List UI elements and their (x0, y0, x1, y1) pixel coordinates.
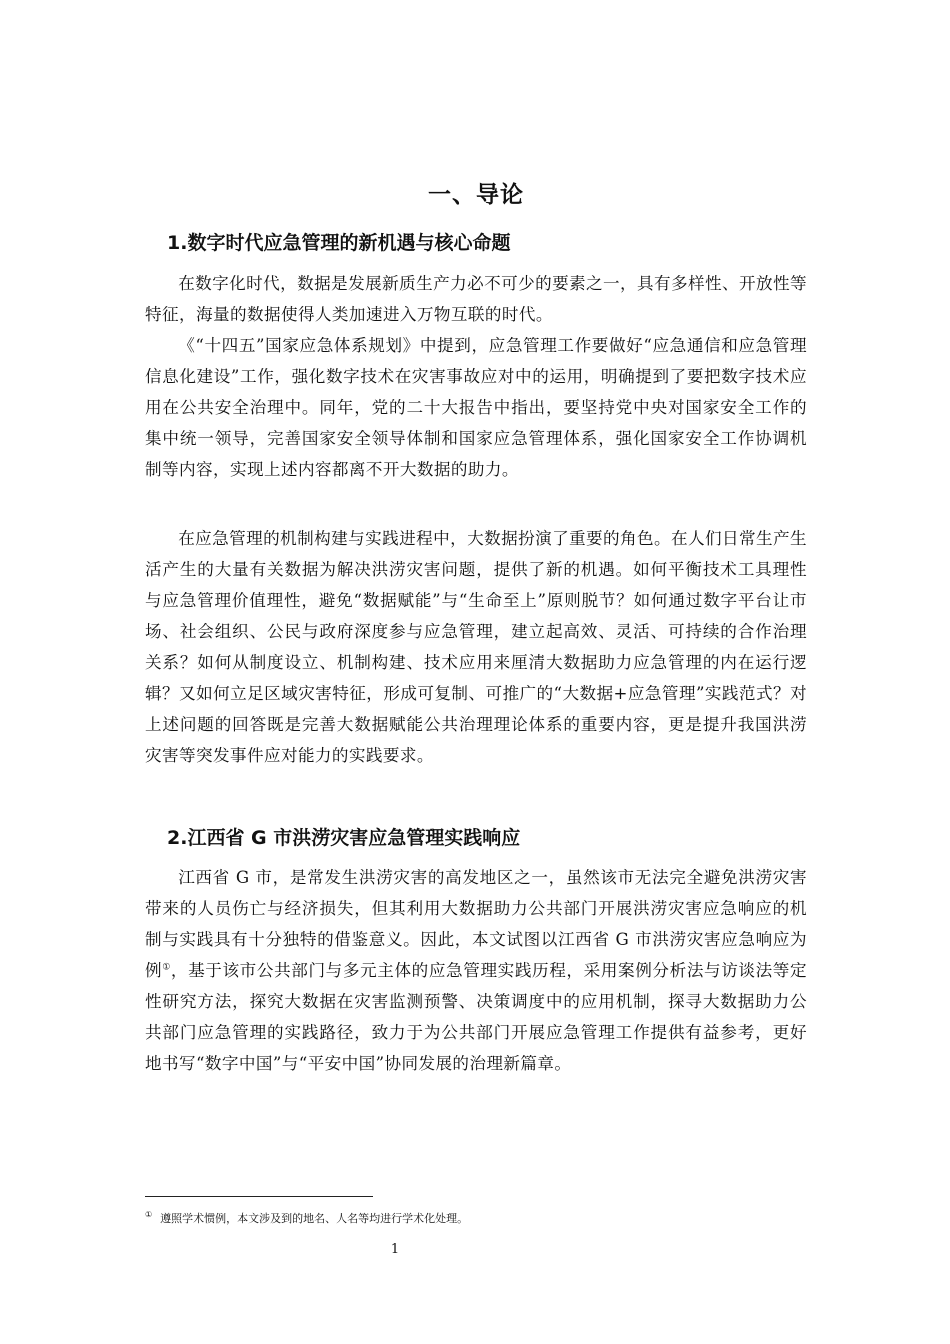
body-paragraph: 在数字化时代，数据是发展新质生产力必不可少的要素之一，具有多样性、开放性等特征，海量的数据使得人类加速进入万物互联的时代。 (145, 274, 807, 324)
body-paragraph-with-note (145, 862, 807, 1079)
chapter-title: 一、导论 (428, 182, 524, 208)
paragraph-text: ，基于该市公共部门与多元主体的应急管理实践历程，采用案例分析法与访谈法等定性研究方法，探究大数据在灾害监测预警、决策调度中的应用机制，探寻大数据助力公共部门应急管理的实践路径，致力于为公共部门开展应急管理工作提供有益参考，更好地书写“数字中国”与“平安中国”协同发展的治理新篇章。 (145, 961, 807, 1073)
body-paragraph: 在应急管理的机制构建与实践进程中，大数据扮演了重要的角色。在人们日常生产生活产生的大量有关数据为解决洪涝灾害问题，提供了新的机遇。如何平衡技术工具理性与应急管理价值理性，避免“数据赋能”与“生命至上”原则脱节？如何通过数字平台让市场、社会组织、公民与政府深度参与应急管理，建立起高效、灵活、可持续的合作治理关系？如何从制度设立、机制构建、技术应用来厘清大数据助力应急管理的内在运行逻辑？又如何立足区域灾害特征，形成可复制、可推广的“大数据+应急管理”实践范式？对上述问题的回答既是完善大数据赋能公共治理理论体系的重要内容，更是提升我国洪涝灾害等突发事件应对能力的实践要求。 (145, 529, 807, 765)
page-number: 1 (390, 1242, 400, 1257)
body-paragraph: 《“十四五”国家应急体系规划》中提到，应急管理工作要做好“应急通信和应急管理信息化建设”工作，强化数字技术在灾害事故应对中的运用，明确提到了要把数字技术应用在公共安全治理中。同年，党的二十大报告中指出，要坚持党中央对国家安全工作的集中统一领导，完善国家安全领导体制和国家应急管理体系，强化国家安全工作协调机制等内容，实现上述内容都离不开大数据的助力。 (145, 336, 807, 479)
footnote-text: 遵照学术惯例，本文涉及到的地名、人名等均进行学术化处理。 (160, 1212, 469, 1225)
document-page (145, 0, 807, 1344)
footnote (145, 1211, 468, 1227)
footnote-marker: ① (145, 1210, 153, 1220)
paragraph-text: 江西省 G 市，是常发生洪涝灾害的高发地区之一，虽然该市无法完全避免洪涝灾害带来的人员伤亡与经济损失，但其利用大数据助力公共部门开展洪涝灾害应急响应的机制与实践具有十分独特的借鉴意义。因此，本文试图以江西省 G 市洪涝灾害应急响应为例 (145, 868, 807, 980)
footnote-reference: ① (162, 962, 171, 973)
section-heading-2: 2.江西省 G 市洪涝灾害应急管理实践响应 (167, 827, 521, 849)
section-heading-1: 1.数字时代应急管理的新机遇与核心命题 (167, 232, 511, 254)
footnote-divider (145, 1196, 373, 1197)
